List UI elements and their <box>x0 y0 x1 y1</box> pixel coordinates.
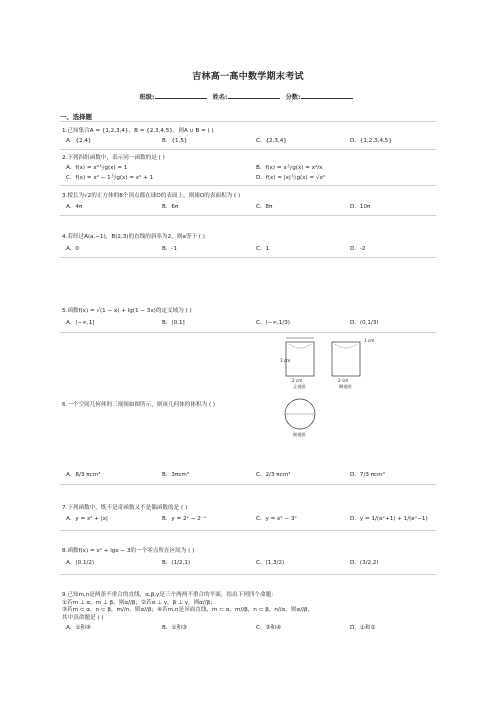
q8-option-b[interactable]: B．(1/2,1) <box>162 560 191 566</box>
class-label: 班级: <box>139 94 155 101</box>
front-view-label: 正视图 <box>293 384 306 389</box>
q8-option-c[interactable]: C．(1,3/2) <box>256 560 285 566</box>
q1-option-c[interactable]: C．{2,3,4} <box>256 138 287 144</box>
q9-stem-line: 其中真命题是 ( ) <box>62 614 104 621</box>
q2-option-a[interactable]: A．f(x) = x⁰与g(x) = 1 <box>66 165 128 171</box>
class-blank[interactable] <box>155 92 207 99</box>
q9-option-d[interactable]: D．①和② <box>350 625 376 631</box>
q9-stem-line: 9.已知m,n是两条不重合的直线，α,β,γ是三个两两不重合的平面，给出下列四个命题： <box>62 592 277 598</box>
q4-option-b[interactable]: B．-1 <box>162 246 178 252</box>
question-1-stem: 1.已知集合A = {1,2,3,4}，B = {2,3,4,5}，则A ∪ B = ( ) <box>62 128 214 134</box>
q4-option-c[interactable]: C．1 <box>256 246 270 252</box>
divider <box>60 484 436 485</box>
exam-title: 吉林高一高中数学期末考试 <box>192 72 304 82</box>
q6-option-a[interactable]: A．8/3 πcm³ <box>66 472 101 478</box>
q7-option-d[interactable]: D．y = 1/(eˣ+1) + 1/(eˣ−1) <box>350 516 428 522</box>
q5-option-a[interactable]: A．(−∞,1] <box>66 320 95 326</box>
side-view <box>332 338 374 390</box>
q5-option-b[interactable]: B．(0,1] <box>162 320 185 326</box>
q2-option-b[interactable]: B．f(x) = x与g(x) = x²/x <box>256 165 323 171</box>
question-5-stem: 5.函数f(x) = √(1 − x) + lg(1 − 3x)的定义域为 ( ) <box>62 308 192 314</box>
q2-option-c[interactable]: C．f(x) = x² − 1与g(x) = x² + 1 <box>66 175 154 181</box>
q9-option-c[interactable]: C．③和④ <box>256 625 282 631</box>
question-3-stem: 3.棱长为√2的正方体的8个顶点都在球O的表面上，则球O的表面积为 ( ) <box>62 193 241 199</box>
question-2-stem: 2.下列四组函数中，表示同一函数的是 ( ) <box>62 155 165 161</box>
q7-option-a[interactable]: A．y = x² + |x| <box>66 516 108 522</box>
q7-option-b[interactable]: B．y = 2ˣ − 2⁻ˣ <box>162 516 207 522</box>
q7-option-c[interactable]: C．y = x² − 3ˣ <box>256 516 297 522</box>
section-heading: 一、选择题 <box>60 113 92 121</box>
q6-option-d[interactable]: D．7/3 πcm³ <box>350 472 385 478</box>
q6-option-c[interactable]: C．2/3 πcm³ <box>256 472 291 478</box>
q3-option-d[interactable]: D．10π <box>350 204 371 210</box>
divider <box>60 530 436 531</box>
q4-option-d[interactable]: D．-2 <box>350 246 366 252</box>
q9-stem-line: ③若m ⊂ α，n ⊂ β，m//n，则α//β；④若m,n是异面直线，m ⊂ α，m//β，n ⊂ β，n//α，则α//β， <box>62 607 314 614</box>
divider <box>60 574 436 575</box>
divider <box>60 215 436 216</box>
q5-option-d[interactable]: D．(0,1/3) <box>350 320 379 326</box>
name-blank[interactable] <box>228 92 280 99</box>
q6-option-b[interactable]: B．3πcm³ <box>162 472 190 478</box>
q8-option-a[interactable]: A．(0,1/2) <box>66 560 95 566</box>
q3-option-b[interactable]: B．6π <box>162 204 179 210</box>
q2-option-d[interactable]: D．f(x) = |x|与g(x) = √x² <box>256 175 326 181</box>
three-view-figure <box>280 336 380 466</box>
divider <box>60 332 436 333</box>
divider <box>60 257 436 258</box>
q3-option-c[interactable]: C．8π <box>256 204 273 210</box>
q5-option-c[interactable]: C．(−∞,1/3) <box>256 320 290 326</box>
top-view <box>285 399 315 438</box>
student-info-line <box>0 92 496 101</box>
question-4-stem: 4.若经过A(a,−1)，B(2,3)的直线的斜率为2，则a等于 ( ) <box>62 234 205 240</box>
front-view <box>280 338 314 390</box>
q4-option-a[interactable]: A．0 <box>66 246 79 252</box>
q1-option-b[interactable]: B．{1,5} <box>162 138 188 144</box>
score-label: 分数: <box>285 94 301 101</box>
name-label: 姓名: <box>212 94 228 101</box>
divider <box>60 185 436 186</box>
question-9-stem <box>62 592 313 622</box>
q9-option-a[interactable]: A．①和④ <box>66 625 92 631</box>
q9-option-b[interactable]: B．①和③ <box>162 625 188 631</box>
front-width-label: 2 cm <box>292 378 303 383</box>
question-8-stem: 8.函数f(x) = x² + lgx − 3的一个零点所在区间为 ( ) <box>62 548 195 554</box>
side-width-label: 2 cm <box>338 378 349 383</box>
front-height-label: 3 cm <box>280 358 291 363</box>
question-6-stem: 6.一个空间几何体的三视图如图所示，则该几何体的体积为 ( ) <box>62 402 216 408</box>
question-7-stem: 7.下列函数中，既不是奇函数又不是偶函数的是 ( ) <box>62 505 188 511</box>
score-blank[interactable] <box>301 92 353 99</box>
q9-stem-line: ①若m ⊥ α，m ⊥ β，则α//β；②若α ⊥ γ，β ⊥ γ，则α//β； <box>62 599 216 606</box>
divider <box>60 121 436 122</box>
divider <box>60 149 436 150</box>
q1-option-a[interactable]: A．{2,4} <box>66 138 92 144</box>
top-view-label: 俯视图 <box>293 432 306 437</box>
side-view-label: 侧视图 <box>339 384 352 389</box>
q8-option-d[interactable]: D．(3/2,2) <box>350 560 379 566</box>
side-top-label: 1 cm <box>364 338 375 343</box>
q3-option-a[interactable]: A．4π <box>66 204 83 210</box>
q1-option-d[interactable]: D．{1,2,3,4,5} <box>350 138 392 144</box>
